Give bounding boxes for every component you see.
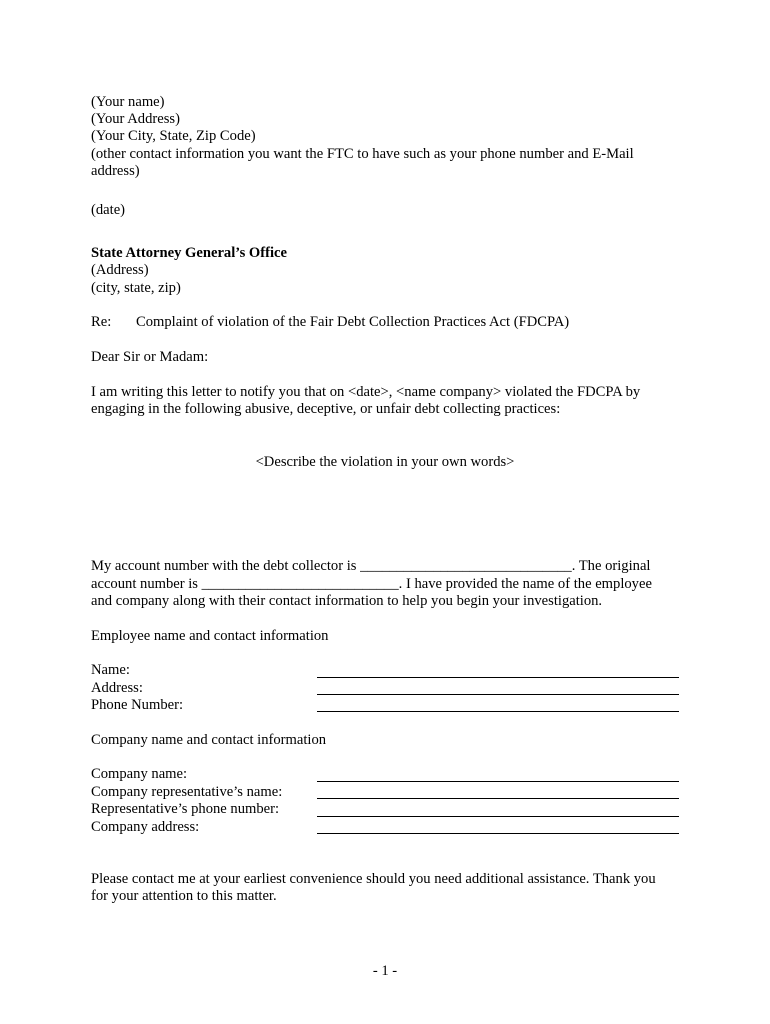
sender-other-contact-line2: address) (91, 163, 140, 179)
employee-phone-label: Phone Number: (91, 697, 184, 713)
re-subject: Complaint of violation of the Fair Debt Collection Practices Act (FDCPA) (136, 314, 570, 330)
company-name-blank (317, 781, 679, 782)
sender-name: (Your name) (91, 94, 165, 110)
employee-name-label: Name: (91, 662, 130, 678)
violation-placeholder: <Describe the violation in your own words> (255, 454, 515, 470)
closing-line2: for your attention to this matter. (91, 888, 277, 904)
sender-other-contact-line1: (other contact information you want the FTC to have such as your phone number and E-Mail (91, 146, 634, 162)
intro-line2: engaging in the following abusive, deceptive, or unfair debt collecting practices: (91, 401, 561, 417)
company-address-blank (317, 833, 679, 834)
company-name-label: Company name: (91, 766, 188, 782)
salutation: Dear Sir or Madam: (91, 349, 209, 365)
employee-address-blank (317, 694, 679, 695)
recipient-office: State Attorney General’s Office (91, 245, 288, 261)
account-line3: and company along with their contact information to help you begin your investigation. (91, 593, 603, 609)
closing-line1: Please contact me at your earliest convenience should you need additional assistance. Thank you (91, 871, 656, 887)
letter-date: (date) (91, 202, 126, 218)
company-representative-label: Company representative’s name: (91, 784, 283, 800)
intro-line1: I am writing this letter to notify you that on <date>, <name company> violated the FDCPA by (91, 384, 641, 400)
company-address-label: Company address: (91, 819, 200, 835)
sender-address: (Your Address) (91, 111, 180, 127)
recipient-address: (Address) (91, 262, 149, 278)
company-representative-blank (317, 798, 679, 799)
page-number: - 1 - (372, 963, 398, 979)
company-section-heading: Company name and contact information (91, 732, 327, 748)
recipient-city-state-zip: (city, state, zip) (91, 280, 181, 296)
employee-name-blank (317, 677, 679, 678)
employee-section-heading: Employee name and contact information (91, 628, 329, 644)
employee-phone-blank (317, 711, 679, 712)
account-line1: My account number with the debt collector is _____________________________. The original (91, 558, 651, 574)
employee-address-label: Address: (91, 680, 143, 696)
account-line2: account number is ___________________________. I have provided the name of the employee (91, 576, 652, 592)
representative-phone-blank (317, 816, 679, 817)
re-label: Re: (91, 314, 112, 330)
sender-city-state-zip: (Your City, State, Zip Code) (91, 128, 256, 144)
representative-phone-label: Representative’s phone number: (91, 801, 280, 817)
